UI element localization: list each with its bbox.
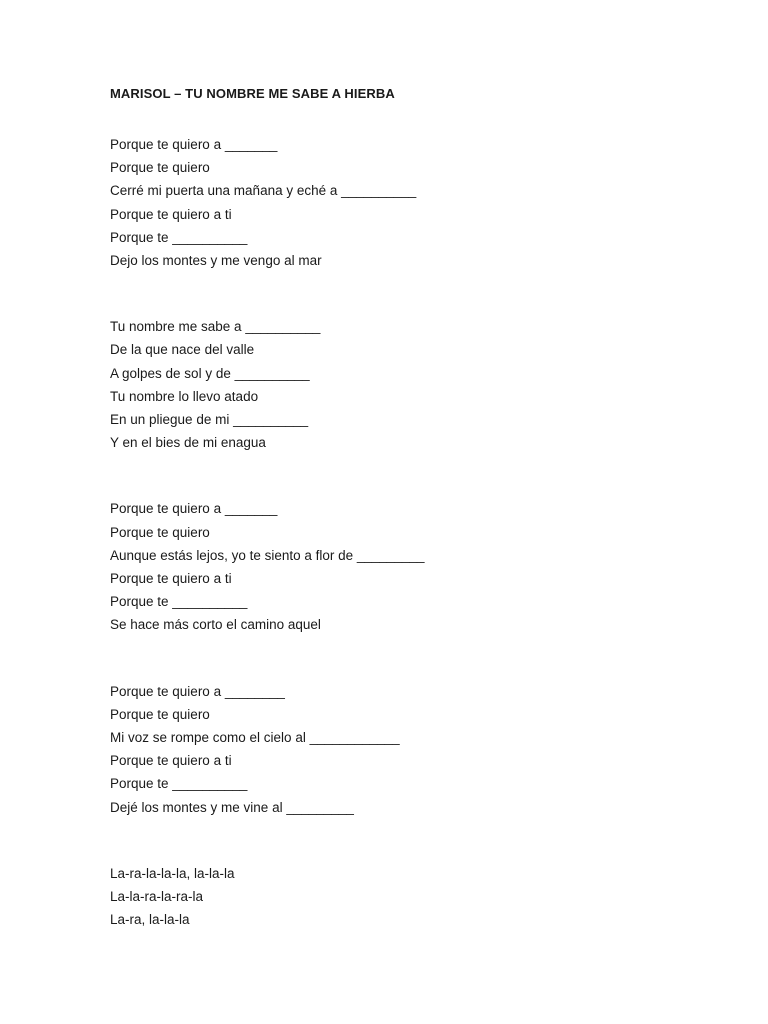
lyric-line: Cerré mi puerta una mañana y eché a __________ [110, 183, 417, 199]
stanza-2 [110, 315, 710, 454]
lyric-line: La-la-ra-la-ra-la [110, 889, 204, 905]
lyric-line: Porque te quiero a ti [110, 753, 232, 769]
lyric-line: Porque te quiero [110, 524, 210, 540]
lyric-line: Dejo los montes y me vengo al mar [110, 253, 322, 269]
lyric-line: Tu nombre me sabe a __________ [110, 319, 321, 335]
lyric-line: Aunque estás lejos, yo te siento a flor de _________ [110, 547, 425, 563]
lyric-line: Tu nombre lo llevo atado [110, 388, 259, 404]
lyric-line: De la que nace del valle [110, 342, 255, 358]
lyric-line: La-ra, la-la-la [110, 912, 190, 928]
lyric-line: En un pliegue de mi __________ [110, 412, 309, 428]
stanza-4 [110, 680, 710, 819]
lyrics-document [110, 84, 710, 974]
lyric-line: Porque te quiero a _______ [110, 501, 278, 517]
lyric-line: Porque te __________ [110, 594, 248, 610]
lyric-line: A golpes de sol y de __________ [110, 365, 310, 381]
stanza-3 [110, 497, 710, 636]
lyric-line: Porque te quiero a ti [110, 571, 232, 587]
lyric-line: Porque te quiero a ti [110, 206, 232, 222]
lyric-line: Dejé los montes y me vine al _________ [110, 799, 354, 815]
lyric-line: Mi voz se rompe como el cielo al ____________ [110, 730, 400, 746]
lyric-line: Porque te quiero [110, 160, 210, 176]
lyric-line: Porque te quiero [110, 706, 210, 722]
stanza-1 [110, 133, 710, 272]
lyric-line: La-ra-la-la-la, la-la-la [110, 865, 235, 881]
lyric-line: Porque te quiero a ________ [110, 683, 285, 699]
lyric-line: Porque te __________ [110, 776, 248, 792]
lyric-line: Porque te __________ [110, 229, 248, 245]
lyric-line: Porque te quiero a _______ [110, 137, 278, 152]
lyric-line: Se hace más corto el camino aquel [110, 617, 321, 633]
document-title: MARISOL – TU NOMBRE ME SABE A HIERBA [110, 86, 395, 101]
stanza-5 [110, 862, 710, 932]
lyric-line: Y en el bies de mi enagua [110, 435, 266, 451]
